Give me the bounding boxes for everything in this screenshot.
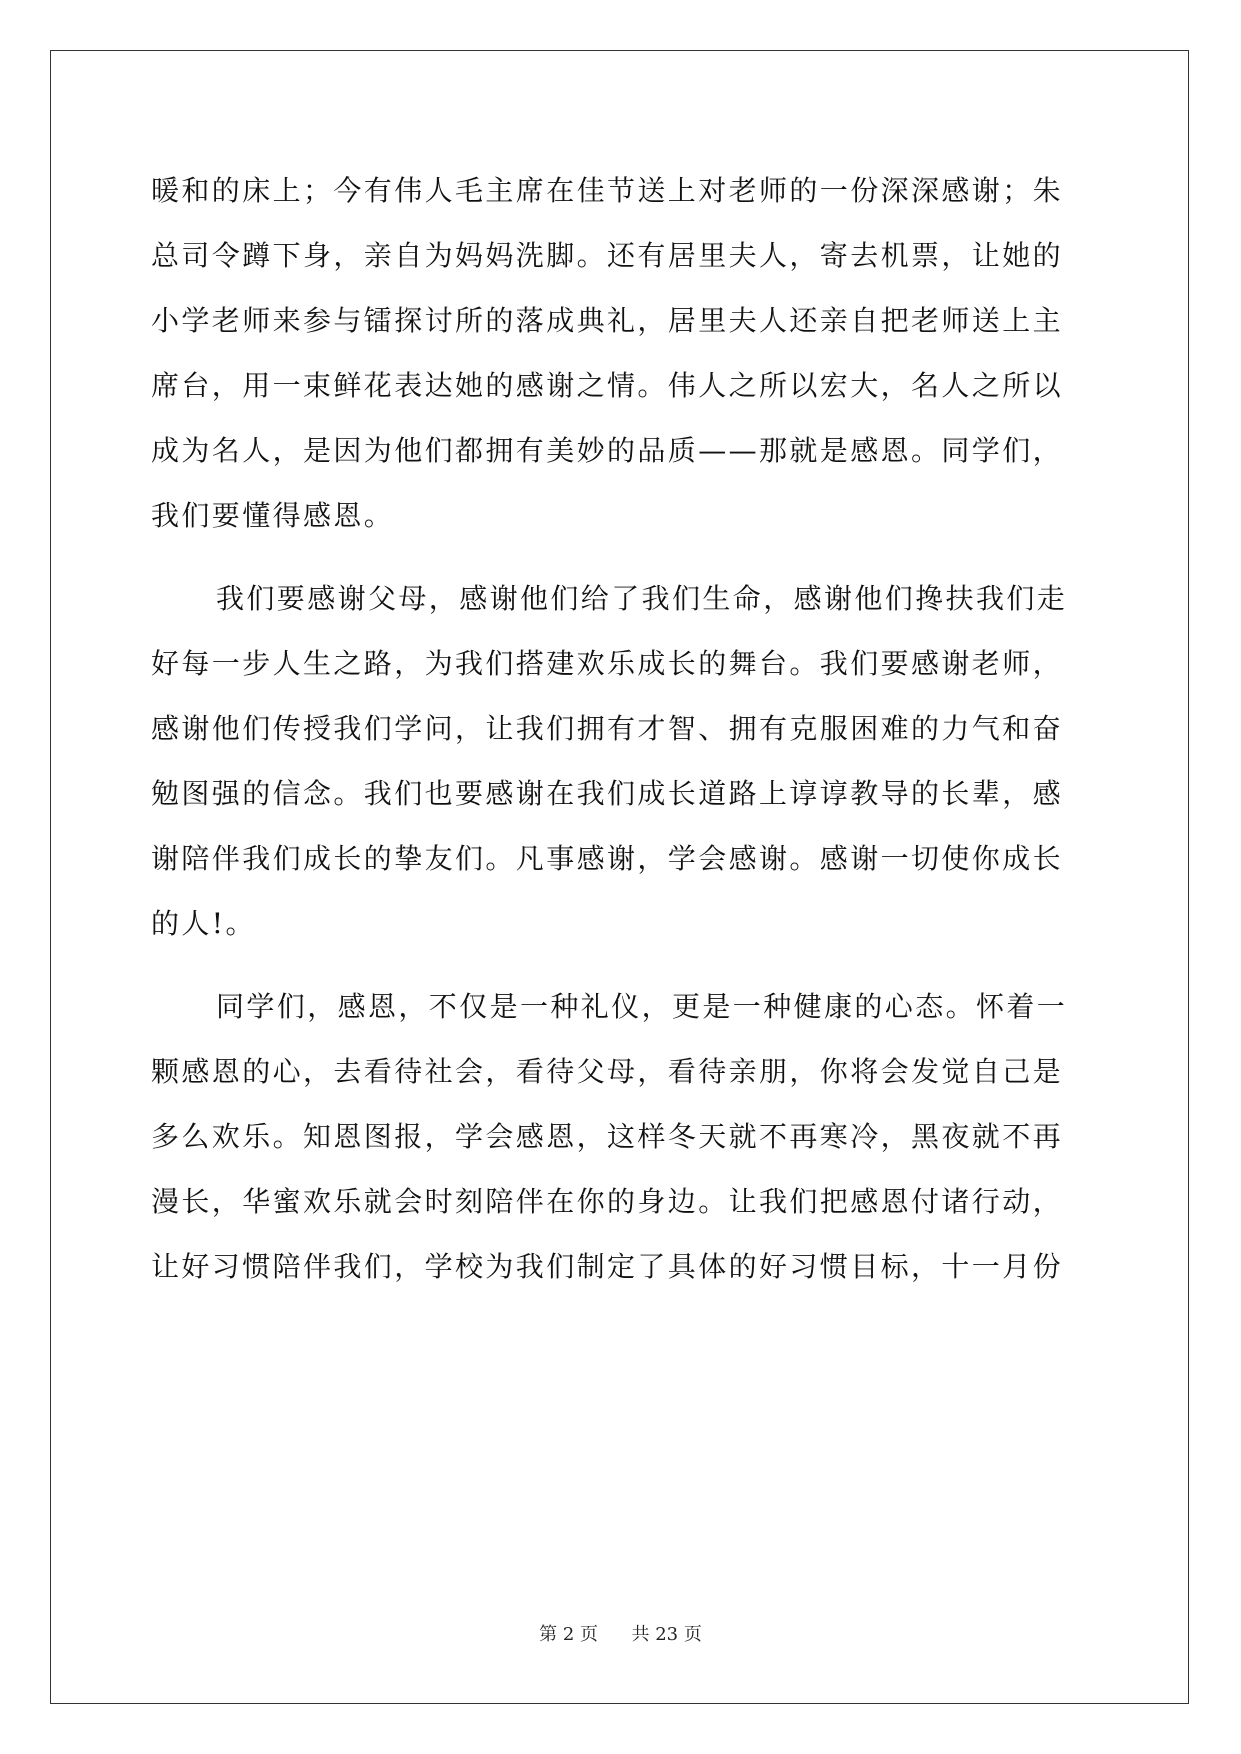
page-number: 第 2 页 [539, 1624, 599, 1645]
page-footer [0, 1620, 1241, 1646]
text-line: 谢陪伴我们成长的挚友们。凡事感谢，学会感谢。感谢一切使你成长 [151, 842, 1064, 875]
text-line: 我们要懂得感恩。 [151, 499, 395, 532]
text-line: 感谢他们传授我们学问，让我们拥有才智、拥有克服困难的力气和奋 [151, 712, 1064, 745]
text-line: 漫长，华蜜欢乐就会时刻陪伴在你的身边。让我们把感恩付诸行动， [151, 1185, 1064, 1218]
text-line: 小学老师来参与镭探讨所的落成典礼，居里夫人还亲自把老师送上主 [151, 304, 1064, 337]
text-line: 让好习惯陪伴我们，学校为我们制定了具体的好习惯目标，十一月份 [151, 1250, 1064, 1283]
text-line: 同学们，感恩，不仅是一种礼仪，更是一种健康的心态。怀着一 [216, 990, 1068, 1023]
paragraph-gap [151, 956, 1091, 974]
text-line: 好每一步人生之路，为我们搭建欢乐成长的舞台。我们要感谢老师， [151, 647, 1064, 680]
paragraph-gap [151, 548, 1091, 566]
text-line: 勉图强的信念。我们也要感谢在我们成长道路上谆谆教导的长辈，感 [151, 777, 1064, 810]
text-line: 多么欢乐。知恩图报，学会感恩，这样冬天就不再寒冷，黑夜就不再 [151, 1120, 1064, 1153]
text-line: 席台，用一束鲜花表达她的感谢之情。伟人之所以宏大，名人之所以 [151, 369, 1064, 402]
text-line: 我们要感谢父母，感谢他们给了我们生命，感谢他们搀扶我们走 [216, 582, 1068, 615]
text-line: 颗感恩的心，去看待社会，看待父母，看待亲朋，你将会发觉自己是 [151, 1055, 1064, 1088]
text-line: 总司令蹲下身，亲自为妈妈洗脚。还有居里夫人，寄去机票，让她的 [151, 239, 1064, 272]
text-line: 的人!。 [151, 907, 256, 940]
text-line: 暖和的床上；今有伟人毛主席在佳节送上对老师的一份深深感谢；朱 [151, 174, 1064, 207]
text-line: 成为名人，是因为他们都拥有美妙的品质——那就是感恩。同学们， [151, 434, 1064, 467]
document-body [151, 158, 1091, 1299]
total-pages: 共 23 页 [631, 1624, 702, 1645]
